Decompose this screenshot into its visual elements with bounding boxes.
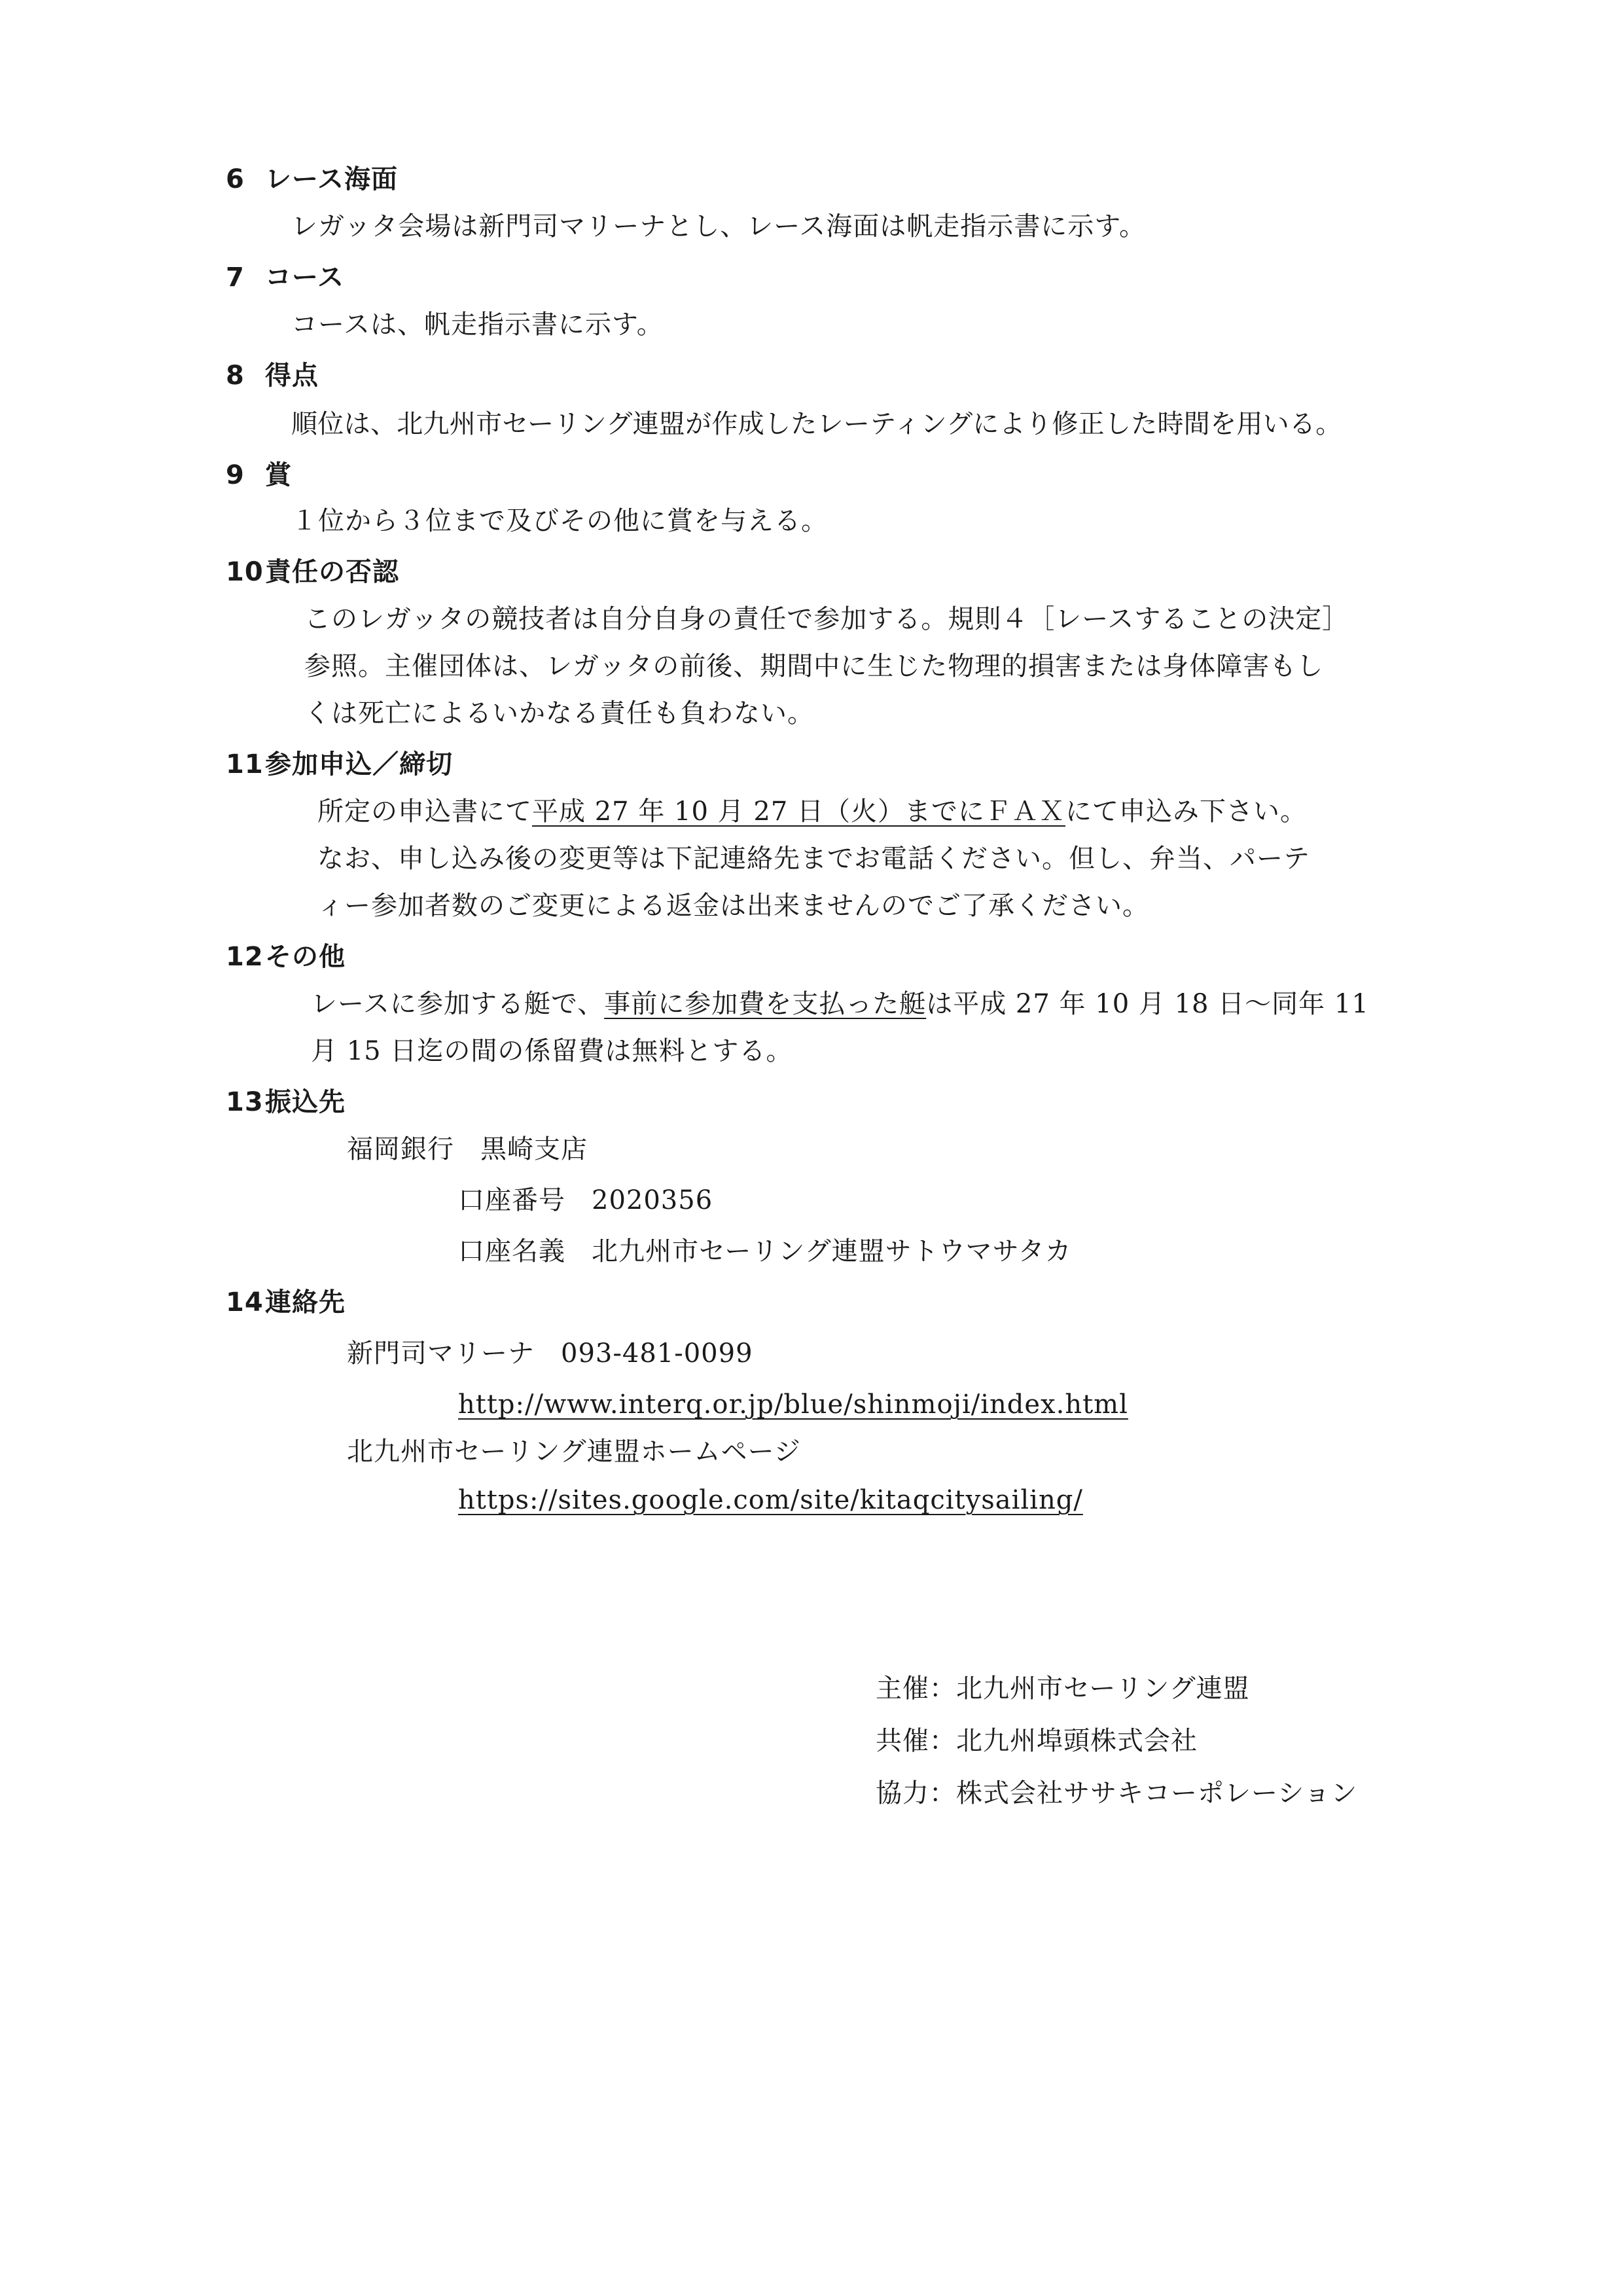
section-heading-8 [226,357,319,394]
entry-note-line: なお、申し込み後の変更等は下記連絡先までお電話ください。但し、弁当、パーテ [317,844,1310,874]
section-title: 責任の否認 [265,557,399,587]
section-body-line: レガッタ会場は新門司マリーナとし、レース海面は帆走指示書に示す。 [291,211,1146,242]
marina-contact-line [347,1335,753,1372]
entry-note-line: ィー参加者数のご変更による返金は出来ませんのでご了承ください。 [317,891,1149,921]
mooring-text: レースに参加する艇で、 [311,989,605,1019]
account-number: 2020356 [592,1185,713,1215]
section-title: 参加申込／締切 [265,749,453,780]
section-number: 9 [226,460,245,490]
bank-branch: 黒崎支店 [480,1134,588,1164]
marina-url-line [458,1386,1128,1423]
section-number: 8 [226,361,245,391]
section-body-line: 順位は、北九州市セーリング連盟が作成したレーティングにより修正した時間を用いる。 [291,409,1342,439]
marina-phone: 093-481-0099 [561,1338,753,1369]
section-heading-10 [226,554,399,590]
mooring-line [311,986,1369,1022]
section-title: 賞 [265,460,292,490]
account-name-label: 口座名義 [458,1236,565,1266]
section-body-line: 参照。主催団体は、レガッタの前後、期間中に生じた物理的損害または身体障害もし [304,651,1324,681]
section-number: 11 [226,749,264,780]
bank-name: 福岡銀行 [347,1134,454,1164]
section-heading-14 [226,1284,346,1321]
entry-text: 所定の申込書にて [317,797,532,827]
organizer-cohost: 共催：北九州埠頭株式会社 [876,1726,1198,1756]
section-title: 振込先 [265,1087,346,1117]
section-number: 7 [226,262,245,293]
entry-deadline-line [317,793,1307,830]
federation-home-label: 北九州市セーリング連盟ホームページ [347,1437,801,1467]
section-number: 6 [226,164,245,194]
section-number: 10 [226,557,264,587]
section-number: 13 [226,1087,264,1117]
section-heading-13 [226,1084,346,1121]
section-title: レース海面 [265,164,398,194]
marina-name: 新門司マリーナ [347,1338,535,1369]
mooring-underlined: 事前に参加費を支払った艇 [604,989,927,1019]
section-title: 連絡先 [265,1287,346,1318]
account-name-line [458,1233,1072,1270]
section-heading-6 [226,161,398,198]
section-body-line: １位から３位まで及びその他に賞を与える。 [291,506,828,536]
mooring-text: は平成 27 年 10 月 18 日～同年 11 [926,989,1369,1019]
section-body-line: くは死亡によるいかなる責任も負わない。 [304,698,814,728]
section-number: 12 [226,942,264,972]
section-title: 得点 [265,361,319,391]
section-heading-11 [226,746,453,783]
section-body-line: このレガッタの競技者は自分自身の責任で参加する。規則４［レースすることの決定］ [304,604,1349,634]
section-body-line: コースは、帆走指示書に示す。 [291,310,664,340]
section-heading-12 [226,939,346,975]
organizer-support: 協力：株式会社ササキコーポレーション [876,1778,1358,1808]
federation-url-link[interactable]: https://sites.google.com/site/kitaqcitysailing/ [458,1485,1083,1515]
federation-url-line [458,1482,1083,1518]
section-title: コース [265,262,344,293]
section-heading-7 [226,259,344,296]
account-number-line [458,1182,713,1219]
section-heading-9 [226,457,292,493]
section-title: その他 [265,942,346,972]
organizer-host: 主催：北九州市セーリング連盟 [876,1674,1250,1704]
bank-name-line [347,1131,588,1168]
account-number-label: 口座番号 [458,1185,565,1215]
section-number: 14 [226,1287,264,1318]
mooring-line: 月 15 日迄の間の係留費は無料とする。 [311,1036,793,1066]
marina-url-link[interactable]: http://www.interq.or.jp/blue/shinmoji/index.html [458,1390,1128,1420]
entry-deadline-underlined: 平成 27 年 10 月 27 日（火）までにＦＡＸ [532,797,1065,827]
account-name: 北九州市セーリング連盟サトウマサタカ [592,1236,1072,1266]
entry-text: にて申込み下さい。 [1065,797,1307,827]
